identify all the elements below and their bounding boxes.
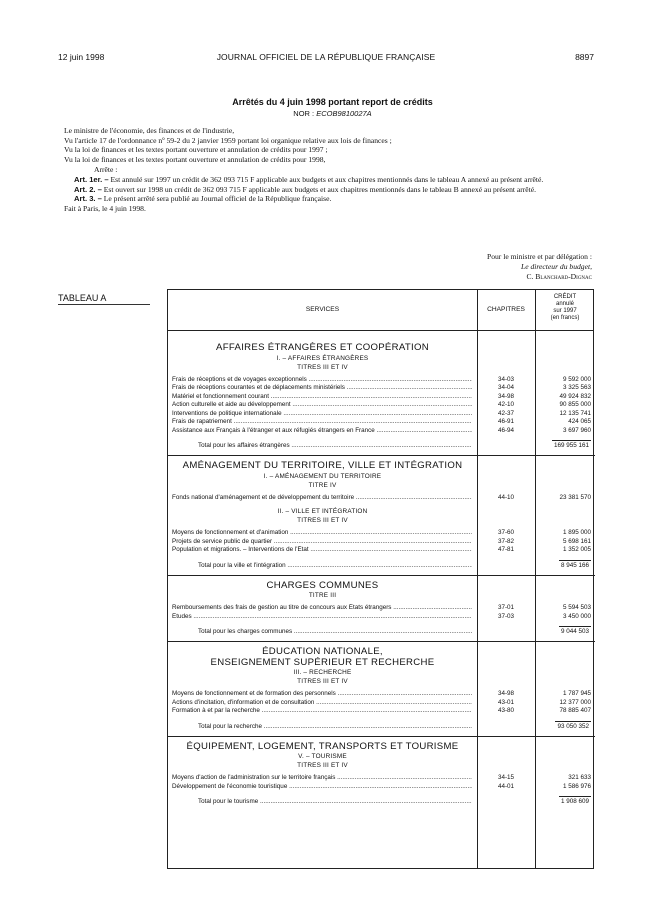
table-row xyxy=(168,690,593,699)
total-amount-cell xyxy=(535,795,591,808)
header-credit-line: (en francs) xyxy=(550,315,580,321)
preamble xyxy=(64,126,599,213)
total-amount-cell xyxy=(535,439,591,452)
row-amount: 49 924 832 xyxy=(559,392,591,400)
section-title: ENSEIGNEMENT SUPÉRIEUR ET RECHERCHE xyxy=(210,656,435,668)
total-amount-cell xyxy=(535,720,591,733)
total-row xyxy=(168,439,593,452)
table-row xyxy=(168,538,593,547)
table-row xyxy=(168,613,593,622)
table-row xyxy=(168,774,593,783)
row-label: Moyens d'action de l'administration sur le territoire français ..... xyxy=(172,774,472,783)
total-amount-cell xyxy=(535,625,591,638)
nor-label: NOR : xyxy=(293,109,315,118)
signature-line: Pour le ministre et par délégation : xyxy=(486,252,592,261)
row-amount: 3 697 960 xyxy=(562,426,591,434)
article-text: Le présent arrêté sera publié au Journal officiel de la République française. xyxy=(103,194,332,204)
total-amount: 8 945 166 xyxy=(560,561,589,569)
row-label: Frais de réceptions et de voyages exceptionnels ..... xyxy=(172,376,472,385)
table-header xyxy=(168,290,593,331)
section-divider xyxy=(168,641,595,642)
section-divider xyxy=(168,736,595,737)
credits-table xyxy=(167,289,594,869)
table-label: TABLEAU A xyxy=(58,293,107,303)
row-label: Frais de rapatriement ..... xyxy=(172,418,472,427)
section-subtitle: TITRES III ET IV xyxy=(297,517,348,524)
row-amount: 12 135 741 xyxy=(559,409,591,417)
table-body xyxy=(168,330,593,868)
row-chapter: 44-10 xyxy=(497,493,515,501)
section-subtitle: I. – AFFAIRES ÉTRANGÈRES xyxy=(276,354,369,362)
article-number: Art. 3. – xyxy=(74,194,102,204)
header-credit-line: sur 1997 xyxy=(553,308,577,314)
row-label: Projets de service public de quartier ..... xyxy=(172,538,472,547)
row-amount: 1 586 976 xyxy=(562,782,591,790)
table-row xyxy=(168,393,593,402)
section-subtitle: TITRES III ET IV xyxy=(297,363,348,371)
table-row xyxy=(168,546,593,555)
row-label: Remboursements des frais de gestion au titre de concours aux États étrangers ..... xyxy=(172,604,472,613)
preamble-line: Vu la loi de finances et les textes portant ouverture et annulation de crédits pour 1998, xyxy=(64,154,326,164)
document-title: Arrêtés du 4 juin 1998 portant report de crédits xyxy=(232,97,433,107)
row-chapter: 42-10 xyxy=(497,401,515,408)
row-chapter: 46-91 xyxy=(497,418,515,425)
signature-line: Le directeur du budget, xyxy=(520,261,592,271)
total-row xyxy=(168,720,593,733)
header-credit-line: CRÉDIT xyxy=(553,294,577,300)
row-label: Moyens de fonctionnement et de formation des personnels ..... xyxy=(172,690,472,699)
table-row xyxy=(168,376,593,385)
row-chapter: 46-94 xyxy=(497,426,515,434)
section-subtitle: III. – RECHERCHE xyxy=(293,669,352,676)
row-amount: 3 450 000 xyxy=(562,612,591,620)
section-subtitle: TITRE III xyxy=(308,592,337,599)
article-number: Art. 1er. – xyxy=(74,174,109,184)
article-text: Est ouvert sur 1998 un crédit de 362 093 715 F applicable aux budgets et aux chapitres mentionnés dans le tableau B annexé au présent arrêté. xyxy=(103,184,537,194)
row-chapter: 42-37 xyxy=(497,409,515,417)
row-amount: 5 698 161 xyxy=(562,537,591,545)
article xyxy=(64,194,599,204)
section-subtitle: I. – AMÉNAGEMENT DU TERRITOIRE xyxy=(263,472,382,480)
section-title: CHARGES COMMUNES xyxy=(266,579,379,591)
total-label: Total pour la ville et l'intégration ..... xyxy=(198,559,472,572)
total-amount: 9 044 503 xyxy=(560,628,589,635)
arrete-line: Arrête : xyxy=(94,165,118,175)
row-chapter: 43-80 xyxy=(497,707,515,714)
row-amount: 3 325 563 xyxy=(562,384,591,391)
row-chapter: 43-01 xyxy=(497,698,515,706)
preamble-line: Vu la loi de finances et les textes portant ouverture et annulation de crédits pour 1997 ; xyxy=(64,145,328,155)
table-row xyxy=(168,384,593,393)
row-chapter: 34-04 xyxy=(497,384,515,391)
header-credit-line: annulé xyxy=(555,301,575,307)
header-services: SERVICES xyxy=(305,306,340,313)
table-row xyxy=(168,427,593,436)
section-divider xyxy=(168,575,595,576)
total-amount: 169 955 161 xyxy=(553,442,589,449)
total-label: Total pour les affaires étrangères ..... xyxy=(198,439,472,452)
row-label: Moyens de fonctionnement et d'animation ..... xyxy=(172,529,472,538)
row-chapter: 47-81 xyxy=(497,546,515,553)
row-group xyxy=(168,376,593,436)
section-title: AMÉNAGEMENT DU TERRITOIRE, VILLE ET INTÉGRATION xyxy=(182,460,463,471)
row-label: Action culturelle et aide au développement ..... xyxy=(172,401,472,410)
table-row xyxy=(168,699,593,708)
row-label: Matériel et fonctionnement courant ..... xyxy=(172,393,472,402)
total-amount: 1 908 609 xyxy=(560,798,589,805)
row-amount: 1 352 005 xyxy=(562,546,591,553)
row-amount: 1 895 000 xyxy=(562,529,591,536)
row-label: Fonds national d'aménagement et de développement du territoire ..... xyxy=(172,494,472,503)
row-chapter: 44-01 xyxy=(497,782,515,790)
row-amount: 12 377 000 xyxy=(559,698,591,706)
table-label-rule xyxy=(58,304,150,305)
header-credit xyxy=(535,294,595,322)
fait-line: Fait à Paris, le 4 juin 1998. xyxy=(64,203,146,213)
row-label: Interventions de politique internationale ..... xyxy=(172,410,472,419)
table-row xyxy=(168,494,593,503)
total-label: Total pour les charges communes ..... xyxy=(198,625,472,638)
row-chapter: 34-98 xyxy=(497,690,515,697)
section-title: ÉQUIPEMENT, LOGEMENT, TRANSPORTS ET TOURISME xyxy=(186,740,459,752)
header-page-number: 8897 xyxy=(575,52,594,62)
article-text: Est annulé sur 1997 un crédit de 362 093 715 F applicable aux budgets et aux chapitres mentionnés dans le tableau A annexé au présent arrêté. xyxy=(110,174,544,184)
row-amount: 424 065 xyxy=(568,418,591,425)
header-journal: JOURNAL OFFICIEL DE LA RÉPUBLIQUE FRANÇAISE xyxy=(216,52,436,62)
row-amount: 23 381 570 xyxy=(559,493,591,501)
table-row xyxy=(168,707,593,716)
section-title: AFFAIRES ÉTRANGÈRES ET COOPÉRATION xyxy=(216,342,429,353)
section-title: ÉDUCATION NATIONALE, xyxy=(262,646,383,657)
signature-name: C. Blanchard-Dignac xyxy=(526,271,592,281)
row-label: Actions d'incitation, d'information et de consultation ..... xyxy=(172,699,472,708)
row-label: Population et migrations. – Interventions de l'État ..... xyxy=(172,546,472,555)
row-group xyxy=(168,604,593,621)
nor-reference xyxy=(0,109,665,118)
article xyxy=(64,175,599,185)
row-label: Assistance aux Français à l'étranger et aux réfugiés étrangers en France ..... xyxy=(172,427,472,436)
signature-block xyxy=(330,252,592,281)
row-label: Études ..... xyxy=(172,613,472,622)
section-divider xyxy=(168,455,595,456)
section-subtitle: II. – VILLE ET INTÉGRATION xyxy=(277,508,368,515)
total-label: Total pour la recherche ..... xyxy=(198,720,472,733)
total-row xyxy=(168,795,593,808)
table-row xyxy=(168,410,593,419)
section-subtitle: TITRES III ET IV xyxy=(297,762,348,769)
header-date: 12 juin 1998 xyxy=(58,52,105,62)
preamble-line: Le ministre de l'économie, des finances et de l'industrie, xyxy=(64,126,235,135)
total-row xyxy=(168,625,593,638)
row-label: Développement de l'économie touristique ..... xyxy=(172,783,472,792)
row-group xyxy=(168,690,593,716)
row-chapter: 37-01 xyxy=(497,604,515,611)
row-amount: 5 594 503 xyxy=(562,604,591,611)
row-label: Formation à et par la recherche ..... xyxy=(172,707,472,716)
row-chapter: 37-60 xyxy=(497,529,515,536)
row-chapter: 37-82 xyxy=(497,537,515,545)
table-row xyxy=(168,529,593,538)
header-chapitres: CHAPITRES xyxy=(487,306,525,313)
total-row xyxy=(168,559,593,572)
table-row xyxy=(168,418,593,427)
table-row xyxy=(168,604,593,613)
article-number: Art. 2. – xyxy=(74,184,102,194)
row-group xyxy=(168,774,593,791)
row-chapter: 37-03 xyxy=(497,612,515,620)
preamble-line: Vu l'article 17 de l'ordonnance nº 59-2 du 2 janvier 1959 portant loi organique relative aux lois de finances ; xyxy=(64,135,392,145)
table-row xyxy=(168,401,593,410)
row-amount: 1 787 945 xyxy=(562,690,591,697)
row-chapter: 34-98 xyxy=(497,392,515,400)
table-row xyxy=(168,783,593,792)
row-amount: 321 633 xyxy=(568,774,591,781)
row-group xyxy=(168,529,593,555)
row-amount: 78 885 407 xyxy=(559,707,591,714)
row-chapter: 34-03 xyxy=(497,375,515,383)
total-label: Total pour le tourisme ..... xyxy=(198,795,472,808)
section-subtitle: V. – TOURISME xyxy=(298,753,347,760)
row-chapter: 34-15 xyxy=(497,774,515,781)
total-amount-cell xyxy=(535,559,591,572)
row-label: Frais de réceptions courantes et de déplacements ministériels ..... xyxy=(172,384,472,393)
nor-code: ECOB9810027A xyxy=(316,109,372,118)
row-group xyxy=(168,494,593,503)
article xyxy=(64,185,599,195)
row-amount: 90 855 000 xyxy=(559,401,591,408)
section-subtitle: TITRE IV xyxy=(308,481,337,489)
total-amount: 93 050 352 xyxy=(557,722,589,730)
row-amount: 9 592 000 xyxy=(562,375,591,383)
section-subtitle: TITRES III ET IV xyxy=(297,678,348,685)
